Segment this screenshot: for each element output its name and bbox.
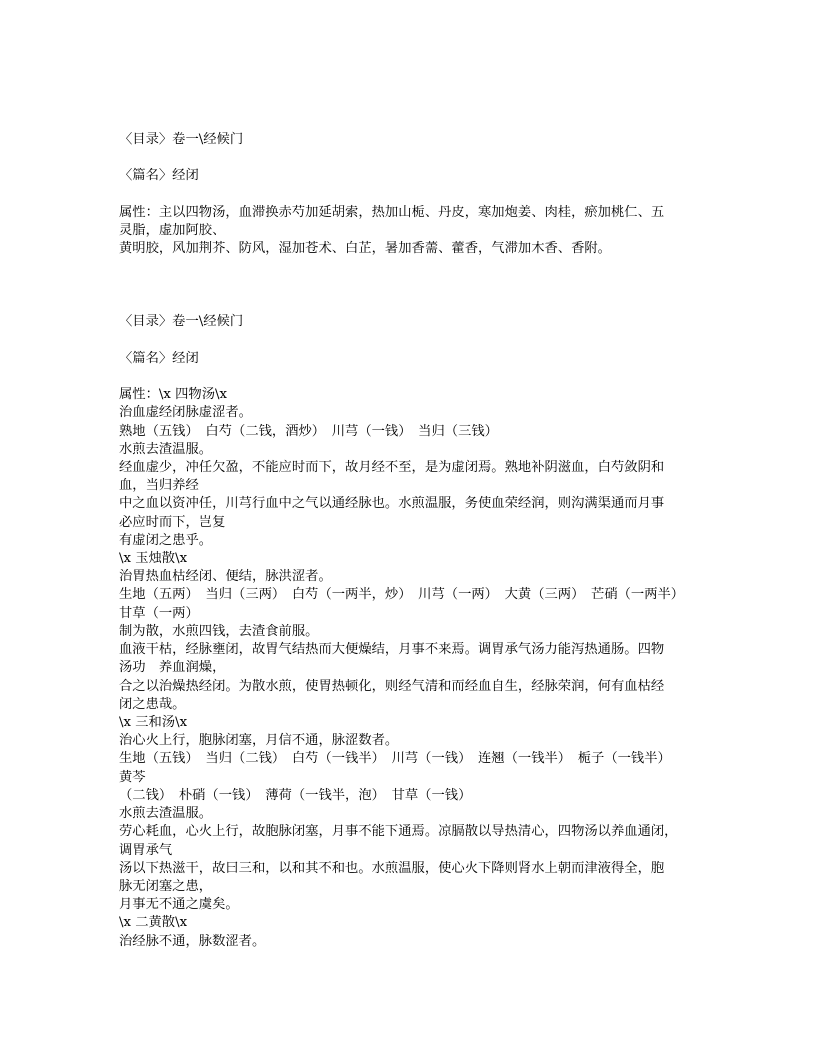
text-line: 汤功 养血润燥， bbox=[119, 660, 226, 676]
text-line: 治胃热血枯经闭、便结，脉洪涩者。 bbox=[119, 569, 332, 585]
blank-line bbox=[119, 277, 709, 295]
text-line: \x 三和汤\x bbox=[119, 715, 188, 730]
text-line: 〈篇名〉经闭 bbox=[119, 168, 199, 184]
blank-line bbox=[119, 331, 709, 349]
text-line: 黄明胶，风加荆芥、防风，湿加苍术、白芷，暑加香薷、藿香，气滞加木香、香附。 bbox=[119, 241, 611, 257]
text-line: 必应时而下，岂复 bbox=[119, 514, 226, 530]
text-line: 治心火上行，胞脉闭塞，月信不通，脉涩数者。 bbox=[119, 733, 399, 749]
text-line: 合之以治燥热经闭。为散水煎，使胃热顿化，则经气清和而经血自生，经脉荣润，何有血枯经 bbox=[119, 678, 665, 694]
text-line: 〈篇名〉经闭 bbox=[119, 350, 199, 366]
text-line: 〈目录〉卷一\经候门 bbox=[119, 314, 244, 330]
text-line: 属性：主以四物汤，血滞换赤芍加延胡索，热加山栀、丹皮，寒加炮姜、肉桂，瘀加桃仁、五 bbox=[119, 204, 665, 220]
text-line: \x 玉烛散\x bbox=[119, 551, 188, 567]
text-line: \x 二黄散\x bbox=[119, 915, 188, 931]
text-line: 治血虚经闭脉虚涩者。 bbox=[119, 405, 252, 421]
blank-line bbox=[119, 149, 709, 167]
text-line: 脉无闭塞之患， bbox=[119, 878, 213, 894]
text-line: 经血虚少，冲任欠盈，不能应时而下，故月经不至，是为虚闭焉。熟地补阴滋血，白芍敛阴和 bbox=[119, 459, 665, 475]
text-line: 灵脂，虚加阿胶、 bbox=[119, 223, 226, 239]
text-line: 甘草（一两） bbox=[119, 605, 199, 621]
document-body bbox=[119, 131, 709, 951]
text-line: 闭之患哉。 bbox=[119, 696, 186, 712]
blank-line bbox=[119, 368, 709, 386]
text-line: 属性：\x 四物汤\x bbox=[119, 387, 227, 403]
text-line: 治经脉不通，脉数涩者。 bbox=[119, 933, 266, 949]
blank-line bbox=[119, 186, 709, 204]
text-line: 生地（五两） 当归（三两） 白芍（一两半，炒） 川芎（一两） 大黄（三两） 芒硝（一两半） bbox=[119, 587, 685, 603]
text-line: 调胃承气 bbox=[119, 842, 173, 858]
text-line: 血液干枯，经脉壅闭，故胃气结热而大便燥结，月事不来焉。调胃承气汤力能泻热通肠。四物 bbox=[119, 642, 665, 658]
text-line: 水煎去渣温服。 bbox=[119, 441, 213, 457]
text-line: （二钱） 朴硝（一钱） 薄荷（一钱半，泡） 甘草（一钱） bbox=[119, 787, 472, 803]
text-line: 有虚闭之患乎。 bbox=[119, 532, 213, 548]
text-line: 水煎去渣温服。 bbox=[119, 806, 213, 822]
text-line: 血，当归养经 bbox=[119, 478, 199, 494]
text-line: 劳心耗血，心火上行，故胞脉闭塞，月事不能下通焉。凉膈散以导热清心，四物汤以养血通闭， bbox=[119, 824, 678, 840]
text-line: 制为散，水煎四钱，去渣食前服。 bbox=[119, 623, 319, 639]
text-line: 熟地（五钱） 白芍（二钱，酒炒） 川芎（一钱） 当归（三钱） bbox=[119, 423, 498, 439]
text-line: 〈目录〉卷一\经候门 bbox=[119, 132, 244, 147]
text-line: 生地（五钱） 当归（二钱） 白芍（一钱半） 川芎（一钱） 连翘（一钱半） 栀子（一钱半） bbox=[119, 751, 671, 767]
text-line: 月事无不通之虞矣。 bbox=[119, 897, 239, 913]
text-line: 中之血以资冲任，川芎行血中之气以通经脉也。水煎温服，务使血荣经润，则沟满渠通而月事 bbox=[119, 496, 665, 512]
text-line: 黄芩 bbox=[119, 769, 146, 785]
blank-line bbox=[119, 295, 709, 313]
text-line: 汤以下热滋干，故曰三和，以和其不和也。水煎温服，使心火下降则肾水上朝而津液得全，胞 bbox=[119, 860, 665, 876]
blank-line bbox=[119, 259, 709, 277]
